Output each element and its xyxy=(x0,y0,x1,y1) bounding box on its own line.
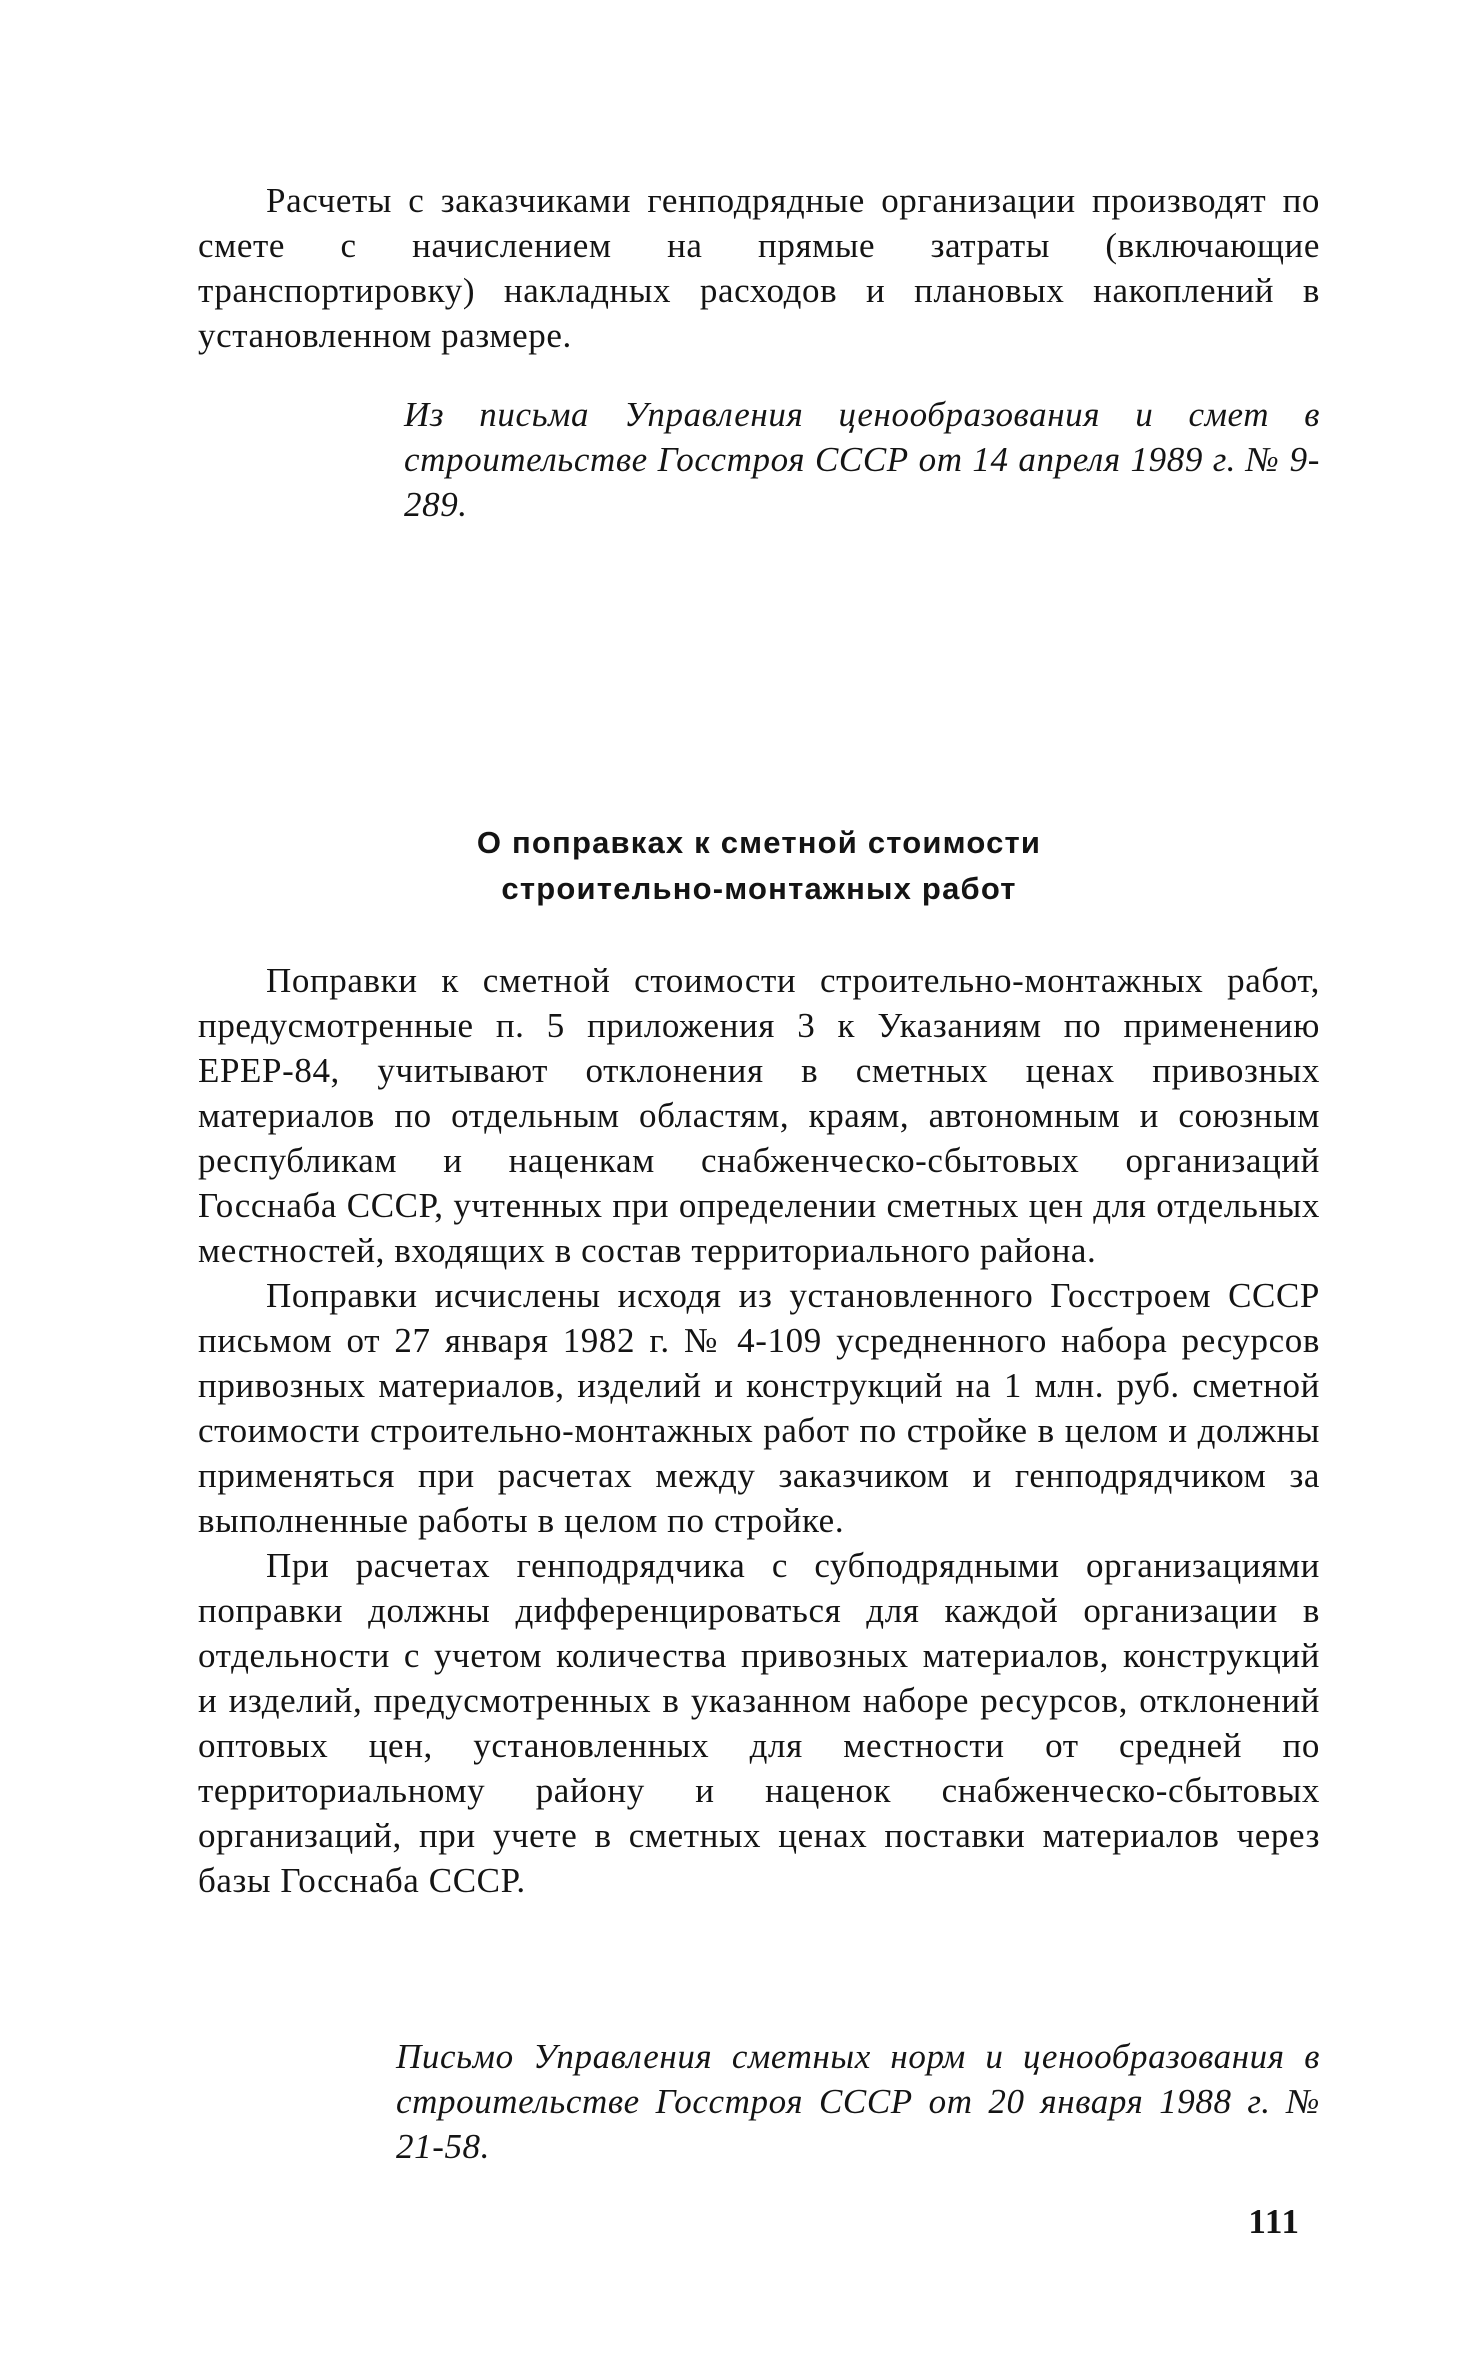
intro-source-citation: Из письма Управления ценообразования и смет в строительстве Госстроя СССР от 14 апреля 1989 г. № 9-289. xyxy=(404,395,1320,524)
section-paragraph-1: Поправки к сметной стоимости строительно-монтажных работ, предусмотренные п. 5 приложения 3 к Указаниям по применению ЕРЕР-84, учитывают отклонения в сметных ценах привозных материалов по отдельным областям, краям, автономным и союзным республикам и наценкам снабженческо-сбытовых организаций Госснаба СССР, учтенных при определении сметных цен для отдельных местностей, входящих в состав территориального района. xyxy=(198,961,1320,1270)
section-body xyxy=(198,958,1320,1903)
section-paragraph-3: При расчетах генподрядчика с субподрядными организациями поправки должны дифференцироваться для каждой организации в отдельности с учетом количества привозных материалов, конструкций и изделий, предусмотренных в указанном наборе ресурсов, отклонений оптовых цен, установленных для местности от средней по территориальному району и наценок снабженческо-сбытовых организаций, при учете в сметных ценах поставки материалов через базы Госснаба СССР. xyxy=(198,1546,1320,1900)
section-title-line-2: строительно-монтажных работ xyxy=(501,871,1017,906)
intro-paragraph: Расчеты с заказчиками генподрядные организации производят по смете с начислением на прямые затраты (включающие транспортировку) накладных расходов и плановых накоплений в установленном размере. xyxy=(198,181,1320,355)
section-paragraph-2: Поправки исчислены исходя из установленного Госстроем СССР письмом от 27 января 1982 г. № 4-109 усредненного набора ресурсов привозных материалов, изделий и конструкций на 1 млн. руб. сметной стоимости строительно-монтажных работ по стройке в целом и должны применяться при расчетах между заказчиком и генподрядчиком за выполненные работы в целом по стройке. xyxy=(198,1276,1320,1540)
section-title-line-1: О поправках к сметной стоимости xyxy=(476,825,1042,860)
section-source-citation: Письмо Управления сметных норм и ценообразования в строительстве Госстроя СССР от 20 января 1988 г. № 21-58. xyxy=(396,2037,1320,2166)
intro-block xyxy=(198,178,1320,358)
page-number: 111 xyxy=(1248,2202,1300,2241)
section-title xyxy=(198,820,1320,912)
